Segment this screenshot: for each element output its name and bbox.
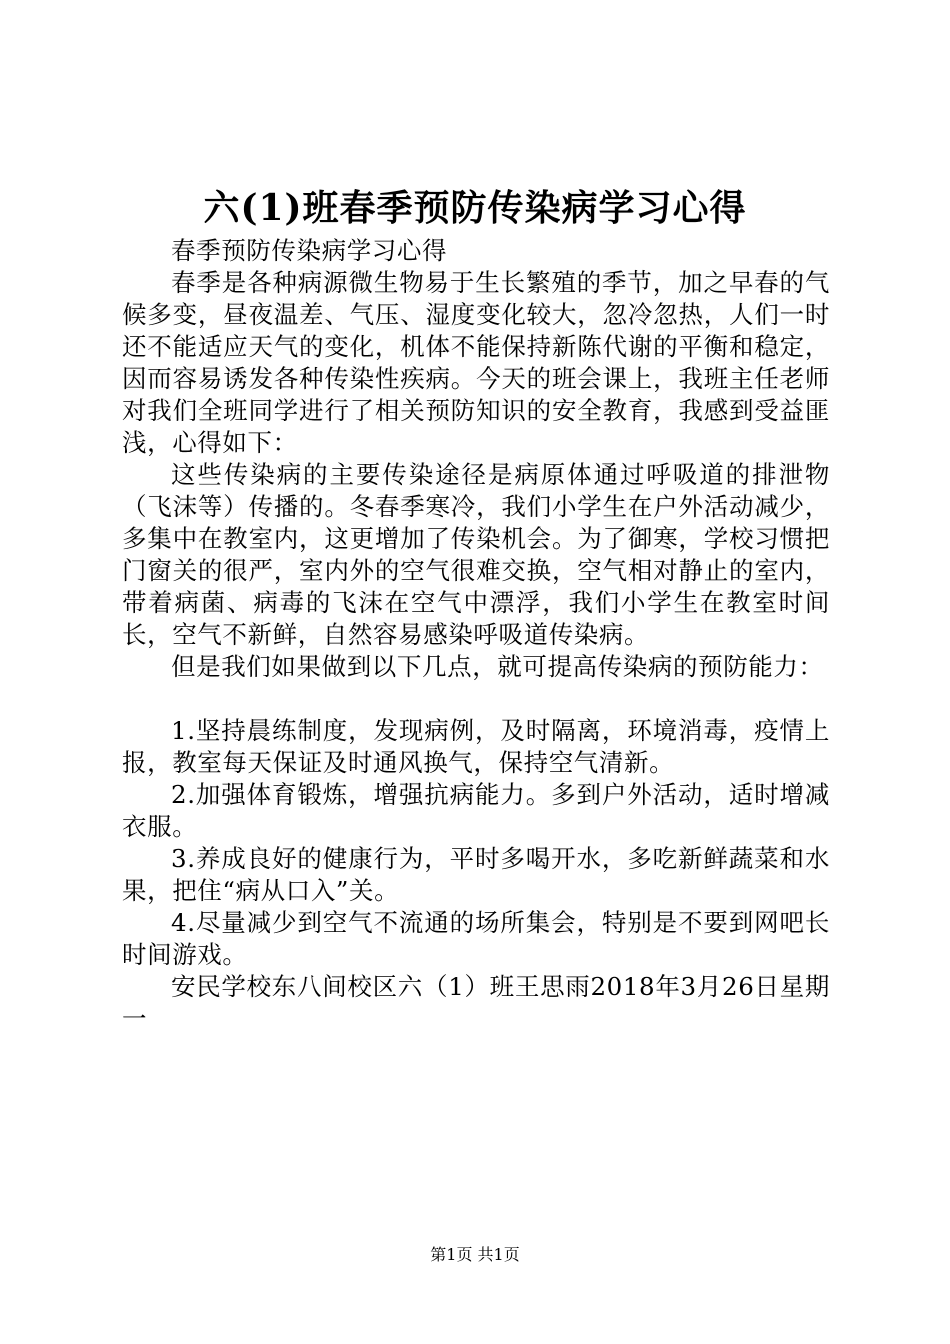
- prevention-lead-paragraph: 但是我们如果做到以下几点，就可提高传染病的预防能力：: [171, 652, 824, 681]
- document-body: [122, 235, 830, 1035]
- signature-paragraph: 安民学校东八间校区六（1）班王思雨2018年3月26日星期一: [122, 972, 830, 1033]
- document-title: 六(1)班春季预防传染病学习心得: [203, 187, 747, 229]
- transmission-paragraph: 这些传染病的主要传染途径是病原体通过呼吸道的排泄物（飞沫等）传播的。冬春季寒冷，我们小学生在户外活动减少，多集中在教室内，这更增加了传染机会。为了御寒，学校习惯把门窗关的很严，室内外的空气很难交换，空气相对静止的室内，带着病菌、病毒的飞沫在空气中漂浮，我们小学生在教室时间长，空气不新鲜，自然容易感染呼吸道传染病。: [122, 460, 830, 649]
- intro-paragraph: 春季是各种病源微生物易于生长繁殖的季节，加之早春的气候多变，昼夜温差、气压、湿度变化较大，忽冷忽热，人们一时还不能适应天气的变化，机体不能保持新陈代谢的平衡和稳定，因而容易诱发各种传染性疾病。今天的班会课上，我班主任老师对我们全班同学进行了相关预防知识的安全教育，我感到受益匪浅，心得如下：: [122, 268, 830, 457]
- page-number-footer: 第1页 共1页: [430, 1245, 520, 1264]
- list-item: 3.养成良好的健康行为，平时多喝开水，多吃新鲜蔬菜和水果，把住“病从口入”关。: [122, 844, 830, 905]
- subtitle-paragraph: 春季预防传染病学习心得: [171, 236, 448, 265]
- blank-line: [122, 683, 830, 715]
- list-item: 4.尽量减少到空气不流通的场所集会，特别是不要到网吧长时间游戏。: [122, 908, 830, 969]
- list-item: 2.加强体育锻炼，增强抗病能力。多到户外活动，适时增减衣服。: [122, 780, 830, 841]
- list-item: 1.坚持晨练制度，发现病例，及时隔离，环境消毒，疫情上报，教室每天保证及时通风换气，保持空气清新。: [122, 716, 830, 777]
